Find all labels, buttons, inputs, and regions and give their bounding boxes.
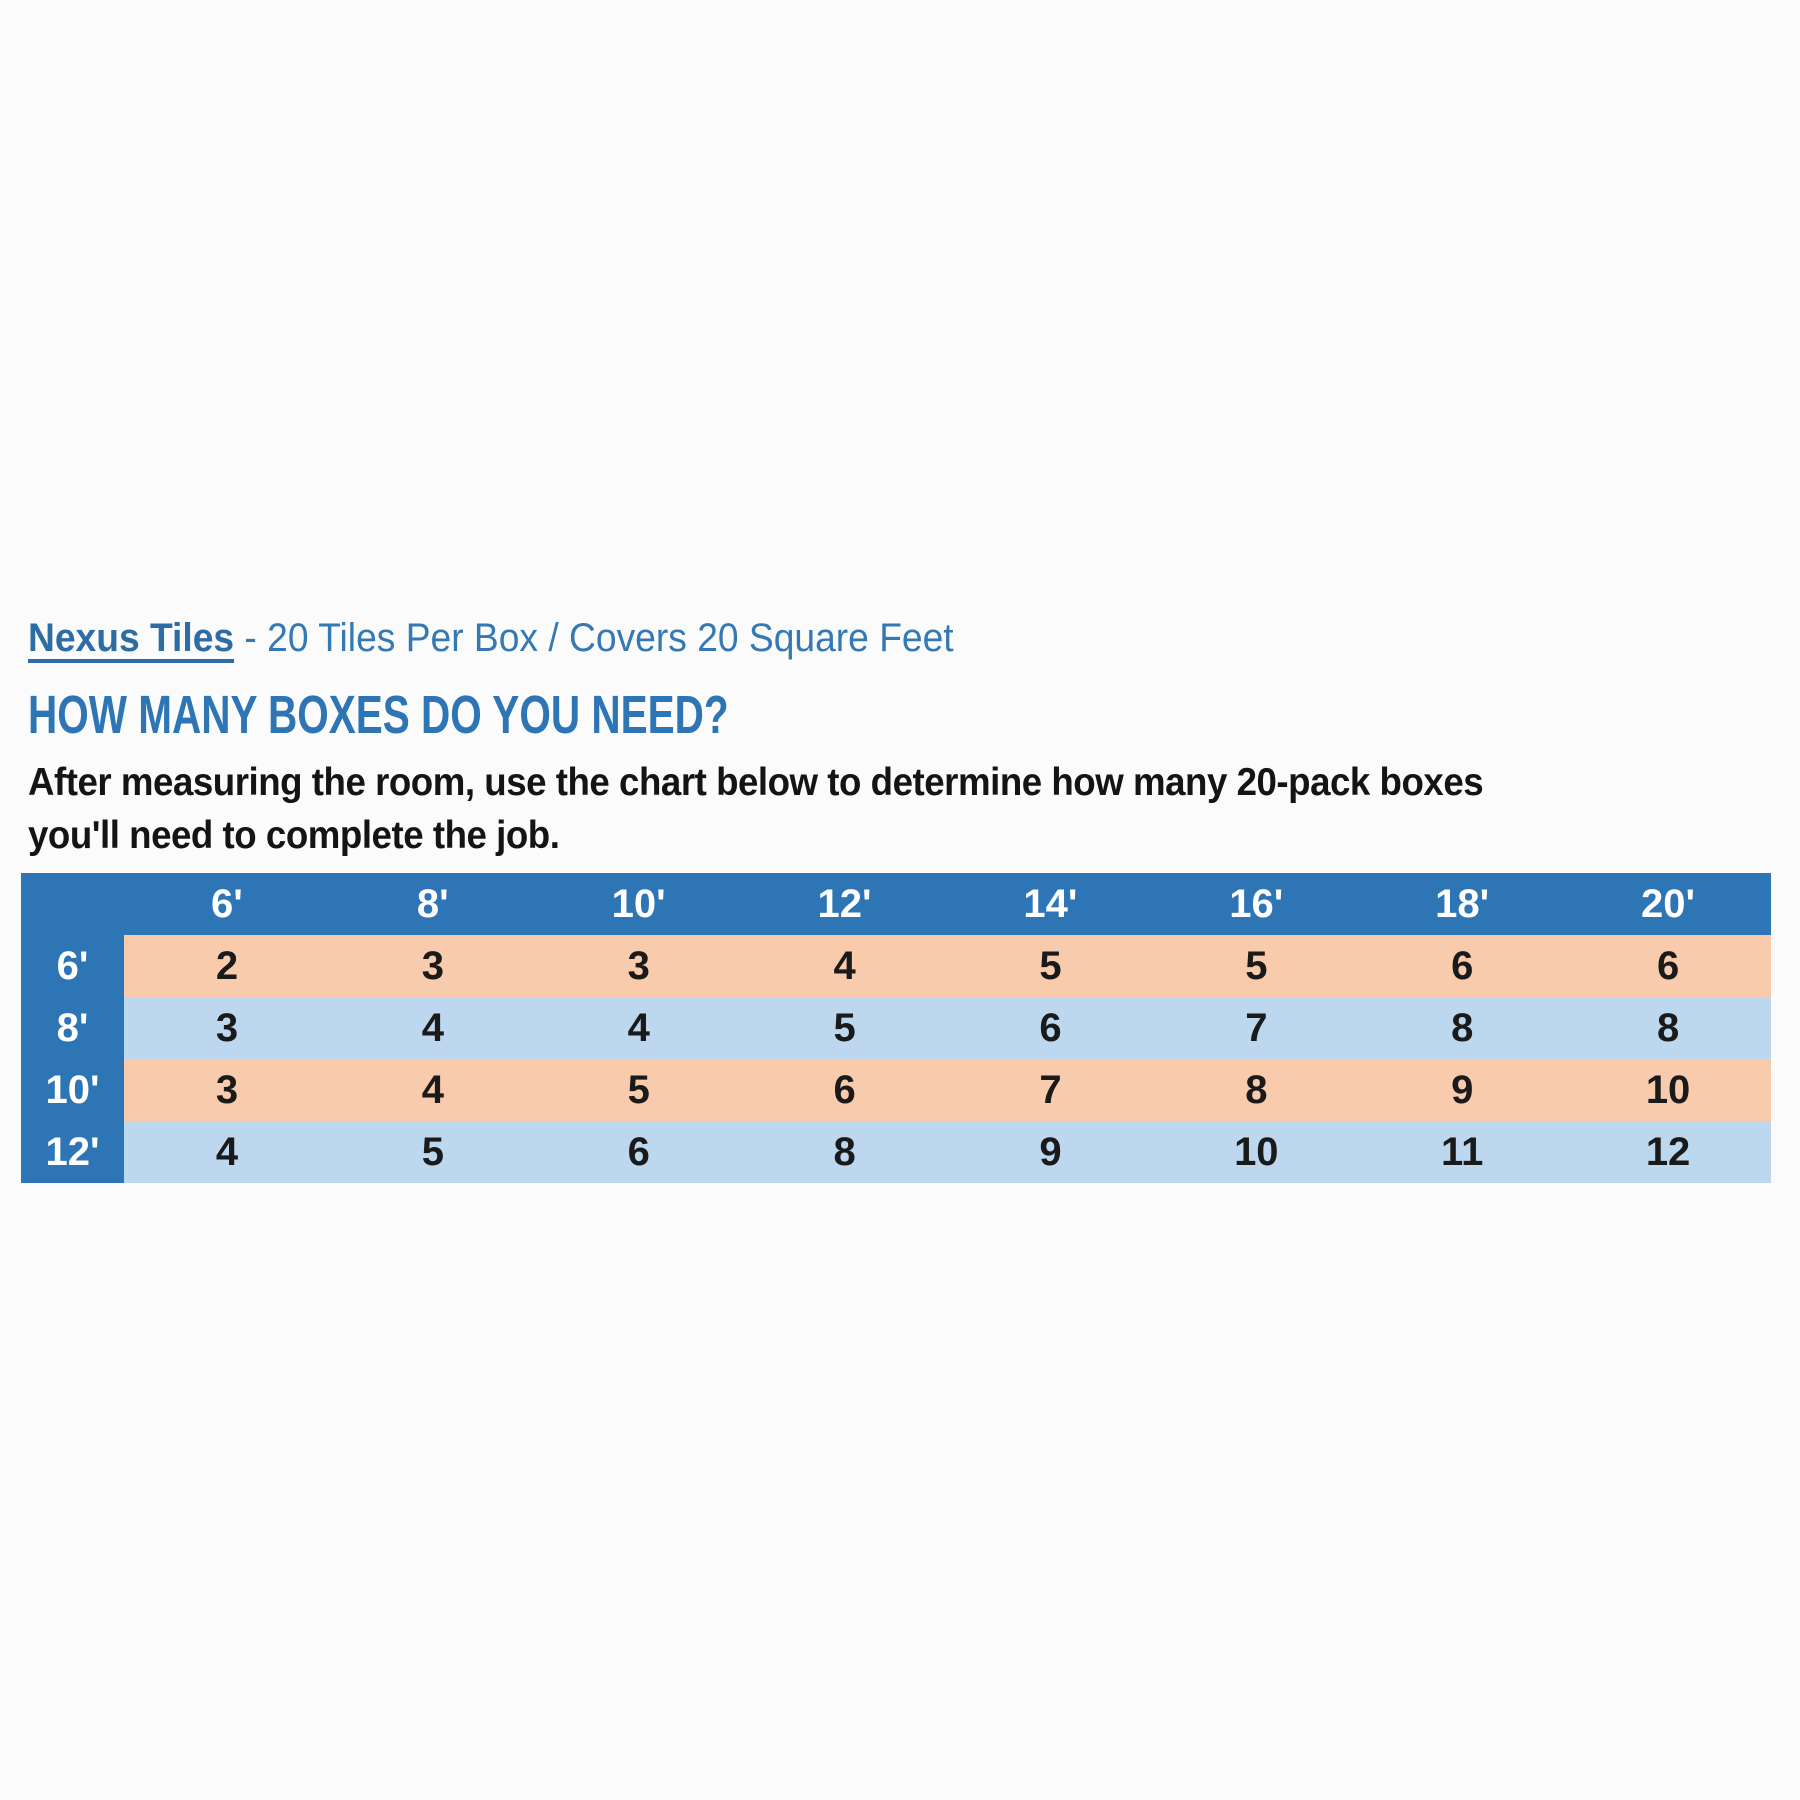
column-header-cell: 8' xyxy=(330,873,536,935)
table-cell: 3 xyxy=(536,935,742,997)
table-cell: 5 xyxy=(948,935,1154,997)
column-header-cell: 6' xyxy=(124,873,330,935)
boxes-table xyxy=(21,873,1771,1183)
instructions xyxy=(28,756,1483,862)
column-header-cell: 18' xyxy=(1359,873,1565,935)
table-cell: 4 xyxy=(330,1059,536,1121)
table-cell: 4 xyxy=(124,1121,330,1183)
instructions-line-2: you'll need to complete the job. xyxy=(28,814,560,857)
row-header-cell: 8' xyxy=(21,997,124,1059)
column-header-cell: 20' xyxy=(1565,873,1771,935)
table-cell: 8 xyxy=(1359,997,1565,1059)
table-cell: 4 xyxy=(536,997,742,1059)
table-cell: 5 xyxy=(536,1059,742,1121)
table-cell: 6 xyxy=(1359,935,1565,997)
table-cell: 5 xyxy=(1153,935,1359,997)
instructions-line-1: After measuring the room, use the chart below to determine how many 20-pack boxes xyxy=(28,761,1484,804)
page-title: HOW MANY BOXES DO YOU NEED? xyxy=(28,685,729,745)
table-cell: 6 xyxy=(536,1121,742,1183)
table-cell: 9 xyxy=(948,1121,1154,1183)
table-cell: 6 xyxy=(742,1059,948,1121)
column-header-cell: 12' xyxy=(742,873,948,935)
table-cell: 3 xyxy=(124,1059,330,1121)
table-cell: 8 xyxy=(1565,997,1771,1059)
intro-subtitle: - 20 Tiles Per Box / Covers 20 Square Feet xyxy=(234,616,954,660)
table-cell: 4 xyxy=(742,935,948,997)
row-header-cell: 6' xyxy=(21,935,124,997)
table-cell: 6 xyxy=(948,997,1154,1059)
table-cell: 2 xyxy=(124,935,330,997)
table-cell: 10 xyxy=(1153,1121,1359,1183)
nexus-tiles-link[interactable]: Nexus Tiles xyxy=(28,616,235,660)
table-cell: 9 xyxy=(1359,1059,1565,1121)
table-cell: 12 xyxy=(1565,1121,1771,1183)
table-cell: 6 xyxy=(1565,935,1771,997)
column-header-cell: 16' xyxy=(1153,873,1359,935)
intro-line xyxy=(28,616,954,661)
row-header-cell: 12' xyxy=(21,1121,124,1183)
table-cell: 11 xyxy=(1359,1121,1565,1183)
table-cell: 4 xyxy=(330,997,536,1059)
column-header-cell: 10' xyxy=(536,873,742,935)
table-cell: 5 xyxy=(742,997,948,1059)
table-cell: 10 xyxy=(1565,1059,1771,1121)
table-cell: 3 xyxy=(124,997,330,1059)
table-cell: 7 xyxy=(948,1059,1154,1121)
table-cell: 7 xyxy=(1153,997,1359,1059)
table-cell: 8 xyxy=(1153,1059,1359,1121)
table-cell: 3 xyxy=(330,935,536,997)
table-corner-cell xyxy=(21,873,124,935)
row-header-cell: 10' xyxy=(21,1059,124,1121)
table-cell: 8 xyxy=(742,1121,948,1183)
column-header-cell: 14' xyxy=(948,873,1154,935)
table-cell: 5 xyxy=(330,1121,536,1183)
